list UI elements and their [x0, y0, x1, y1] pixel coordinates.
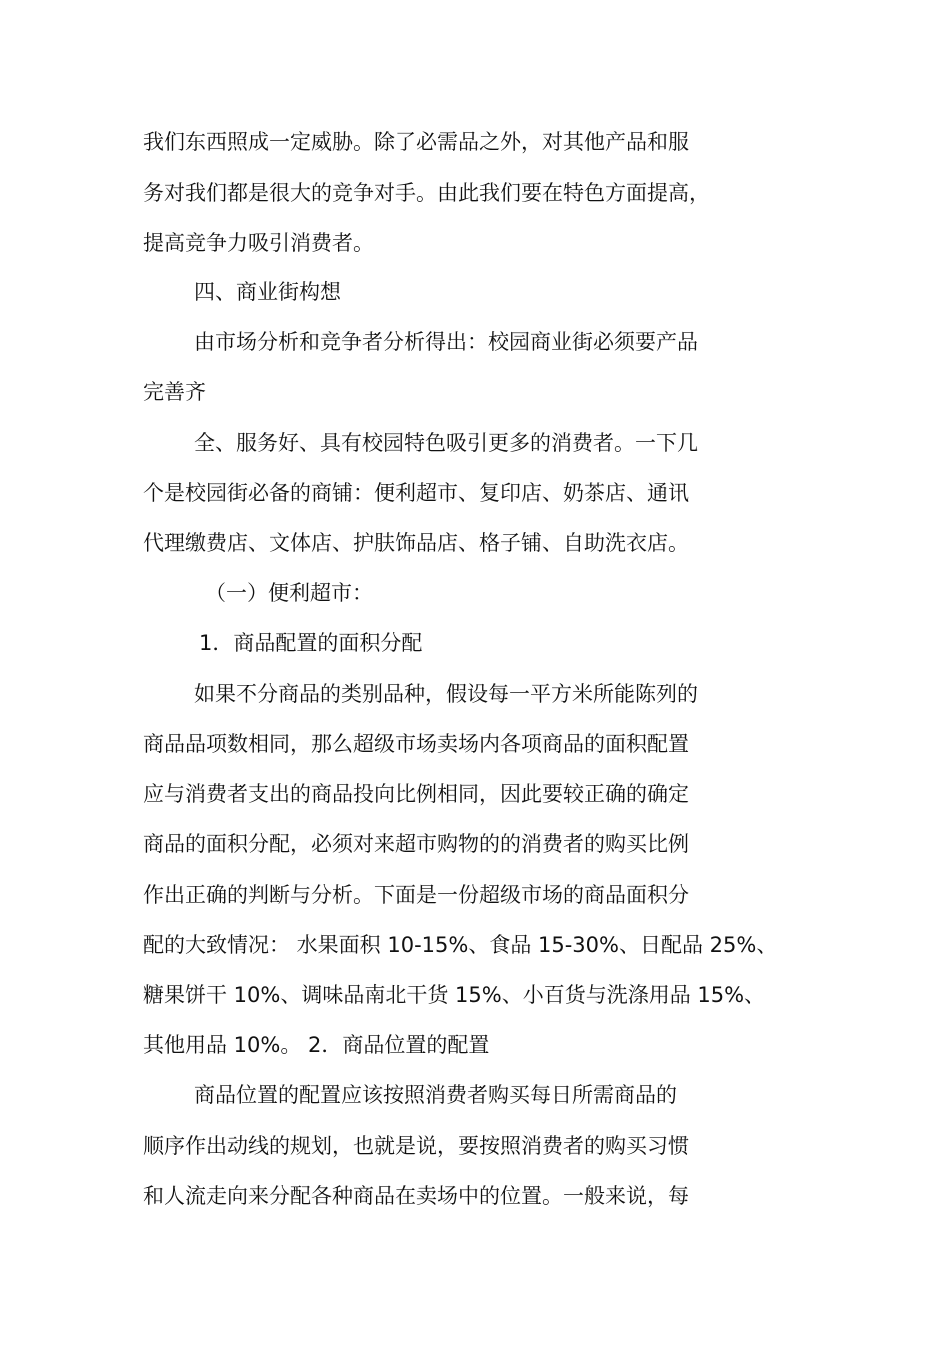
section-heading: 四、商业街构想 [194, 280, 341, 304]
subsection-heading: 1．商品配置的面积分配 [199, 631, 423, 655]
paragraph-line: 商品品项数相同，那么超级市场卖场内各项商品的面积配置 [143, 732, 689, 756]
paragraph-line: 商品的面积分配，必须对来超市购物的的消费者的购买比例 [143, 832, 689, 856]
paragraph-line: 配的大致情况： 水果面积 10-15%、食品 15-30%、日配品 25%、 [143, 933, 778, 957]
subsection-heading: （一）便利超市： [205, 581, 373, 605]
paragraph-line: 我们东西照成一定威胁。除了必需品之外，对其他产品和服 [143, 130, 689, 154]
paragraph-line: 代理缴费店、文体店、护肤饰品店、格子铺、自助洗衣店。 [143, 531, 689, 555]
paragraph-line: 务对我们都是很大的竞争对手。由此我们要在特色方面提高， [143, 181, 710, 205]
paragraph-line: 和人流走向来分配各种商品在卖场中的位置。一般来说，每 [143, 1184, 689, 1208]
paragraph-line: 个是校园街必备的商铺：便利超市、复印店、奶茶店、通讯 [143, 481, 689, 505]
paragraph-line: 提高竞争力吸引消费者。 [143, 231, 374, 255]
paragraph-line: 其他用品 10%。 2．商品位置的配置 [143, 1033, 490, 1057]
paragraph-line: 作出正确的判断与分析。下面是一份超级市场的商品面积分 [143, 883, 689, 907]
paragraph-line: 应与消费者支出的商品投向比例相同，因此要较正确的确定 [143, 782, 689, 806]
paragraph-line: 糖果饼干 10%、调味品南北干货 15%、小百货与洗涤用品 15%、 [143, 983, 766, 1007]
paragraph-line: 全、服务好、具有校园特色吸引更多的消费者。一下几 [194, 431, 698, 455]
paragraph-line: 完善齐 [143, 380, 206, 404]
paragraph-line: 商品位置的配置应该按照消费者购买每日所需商品的 [194, 1083, 677, 1107]
paragraph-line: 由市场分析和竞争者分析得出：校园商业街必须要产品 [194, 330, 698, 354]
paragraph-line: 顺序作出动线的规划，也就是说，要按照消费者的购买习惯 [143, 1134, 689, 1158]
paragraph-line: 如果不分商品的类别品种，假设每一平方米所能陈列的 [194, 682, 698, 706]
